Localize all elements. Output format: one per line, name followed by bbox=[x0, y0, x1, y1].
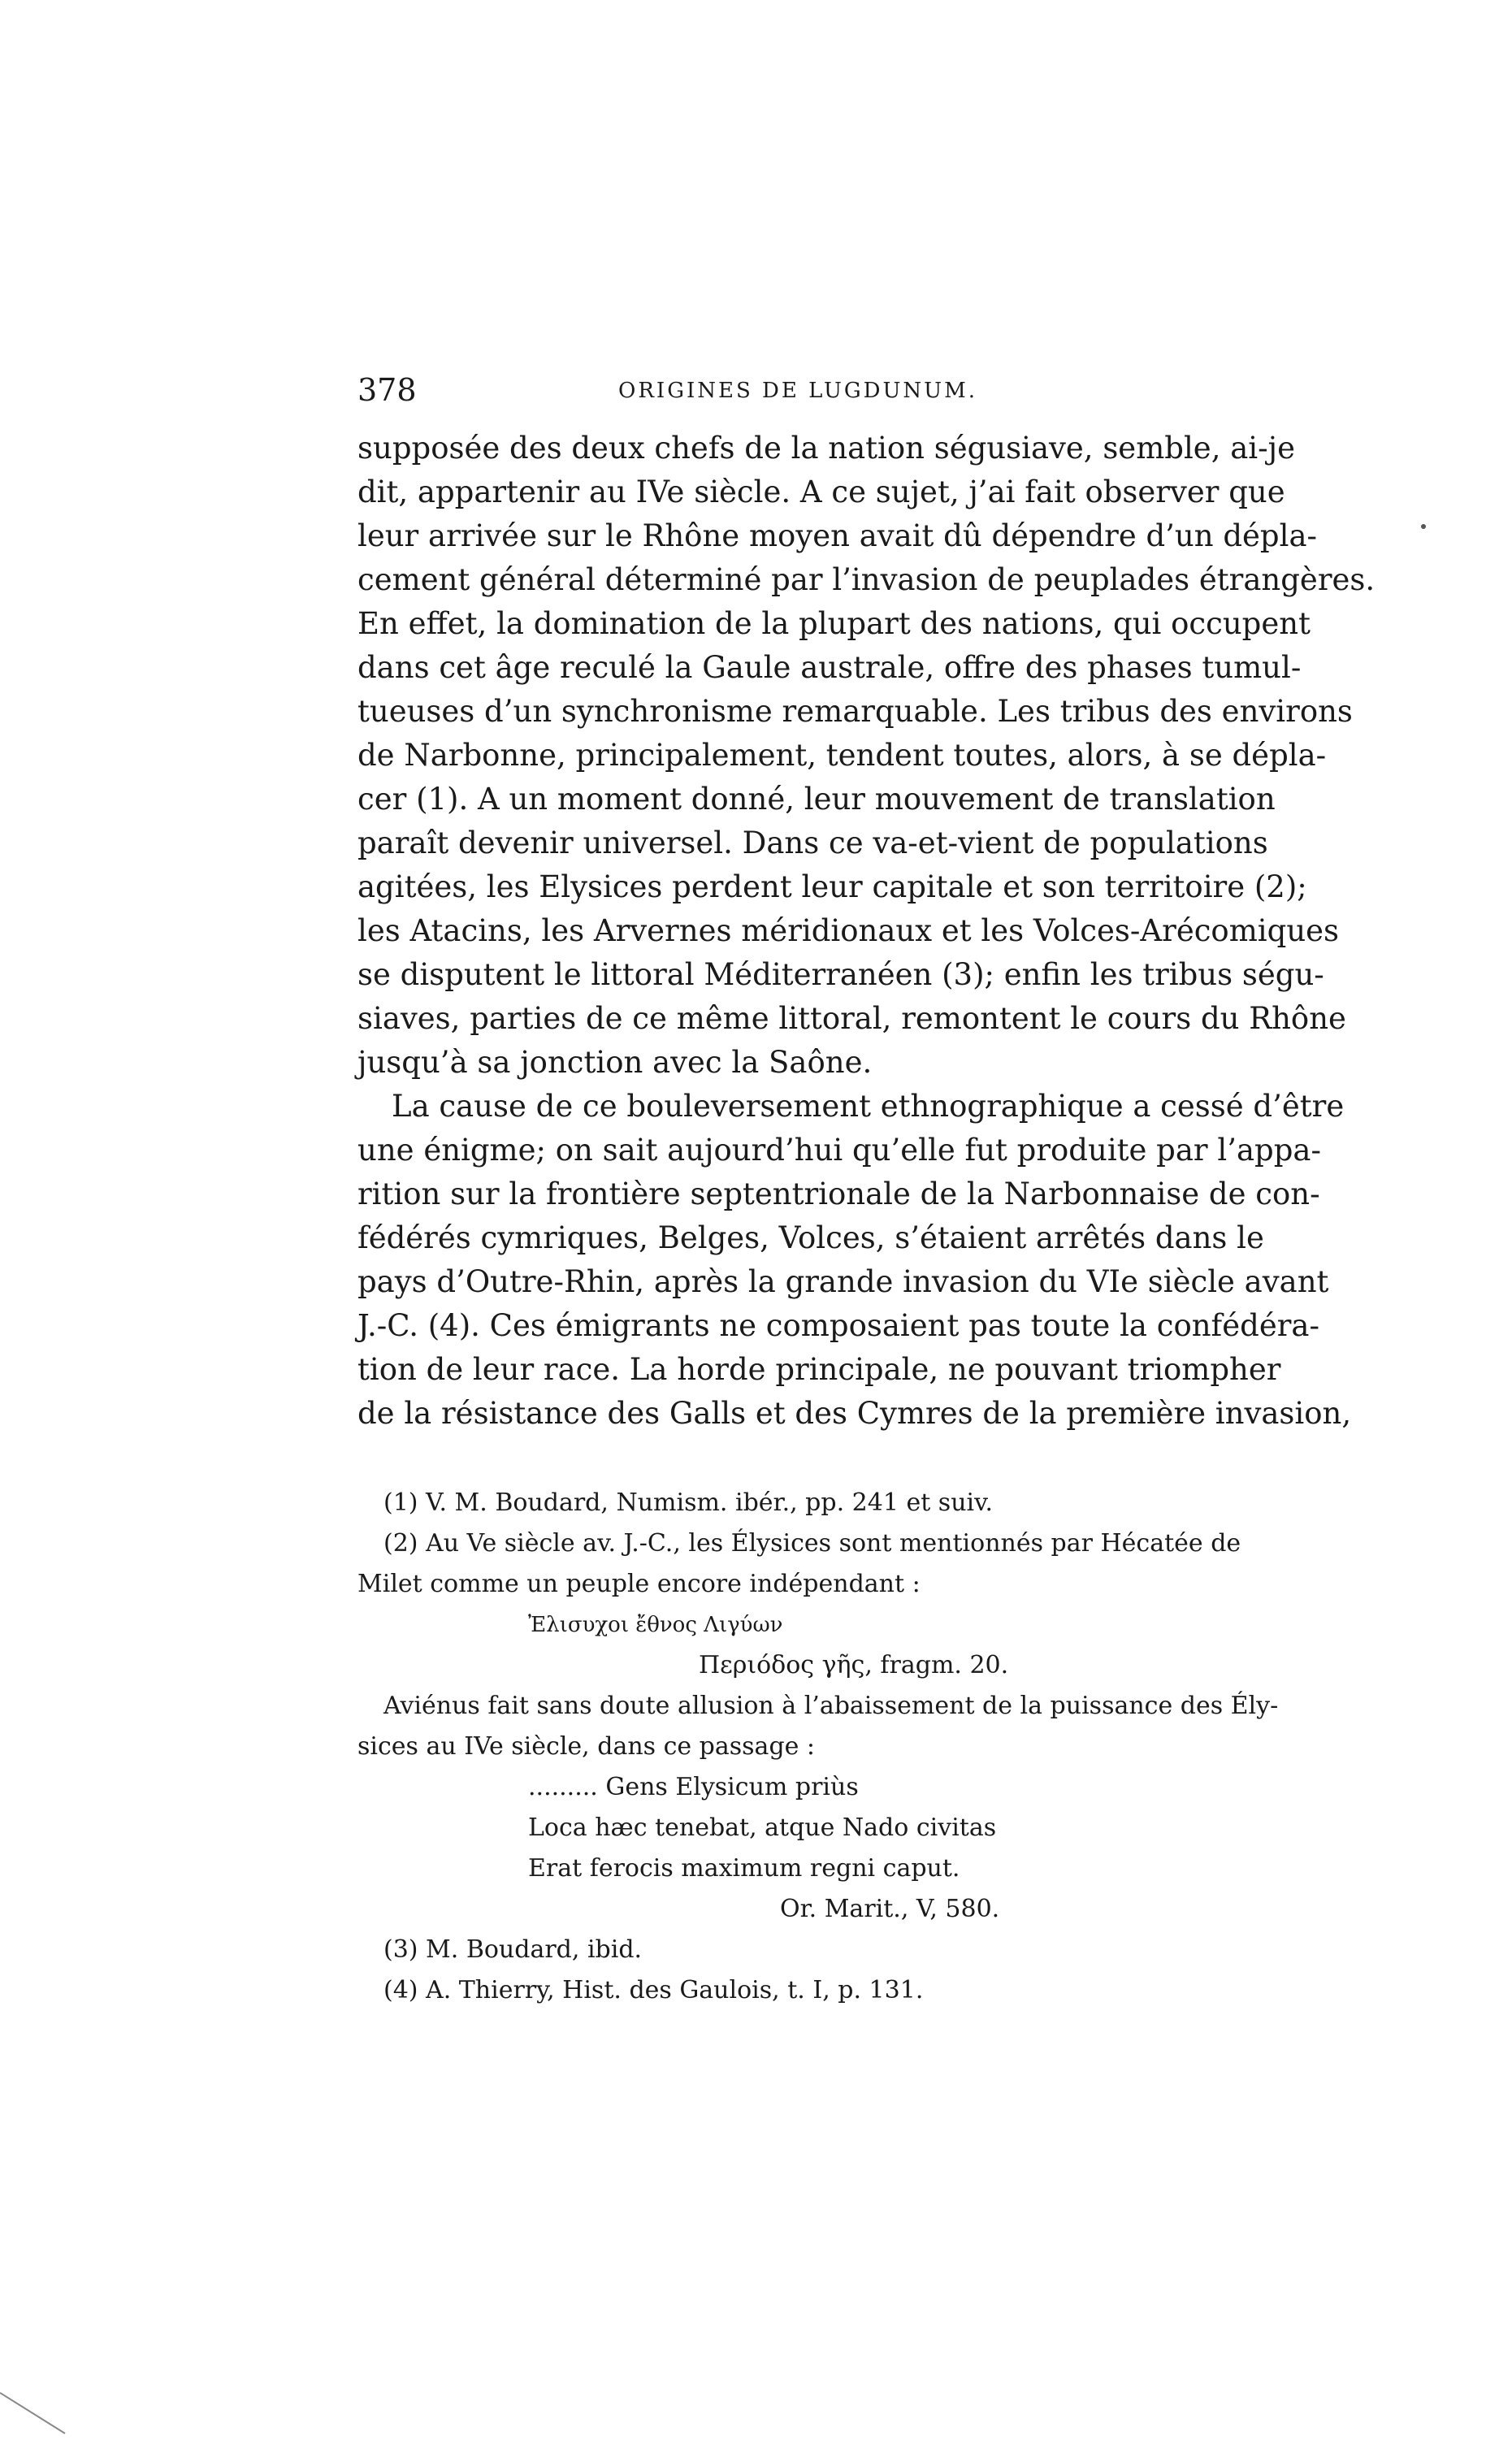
footnote-2: (2) Au Ve siècle av. J.-C., les Élysices sont mentionnés par Hécatée de bbox=[383, 1529, 1241, 1558]
page-number: 378 bbox=[357, 372, 417, 408]
page-header bbox=[357, 372, 1238, 418]
text-line: paraît devenir universel. Dans ce va-et-vient de populations bbox=[357, 826, 1268, 860]
text-line: se disputent le littoral Méditerranéen (3); enfin les tribus ségu- bbox=[357, 957, 1324, 992]
footnote-2-cont: sices au IVe siècle, dans ce passage : bbox=[357, 1732, 816, 1761]
text-line: tueuses d’un synchronisme remarquable. Les tribus des environs bbox=[357, 694, 1353, 729]
text-line: siaves, parties de ce même littoral, remontent le cours du Rhône bbox=[357, 1001, 1346, 1036]
text-line: tion de leur race. La horde principale, ne pouvant triompher bbox=[357, 1352, 1281, 1387]
text-line: supposée des deux chefs de la nation ségusiave, semble, ai-je bbox=[357, 431, 1295, 466]
text-line: pays d’Outre-Rhin, après la grande invasion du VIe siècle avant bbox=[357, 1264, 1329, 1299]
text-line: J.-C. (4). Ces émigrants ne composaient pas toute la confédéra- bbox=[357, 1308, 1319, 1343]
text-line: les Atacins, les Arvernes méridionaux et les Volces-Arécomiques bbox=[357, 913, 1340, 948]
text-line: dit, appartenir au IVe siècle. A ce sujet, j’ai fait observer que bbox=[357, 474, 1285, 509]
text-line: cement général déterminé par l’invasion de peuplades étrangères. bbox=[357, 562, 1376, 597]
text-line: de Narbonne, principalement, tendent toutes, alors, à se dépla- bbox=[357, 738, 1327, 773]
footnote-4: (4) A. Thierry, Hist. des Gaulois, t. I, p. 131. bbox=[383, 1976, 924, 2004]
greek-source: Περιόδος γῆς, fragm. 20. bbox=[699, 1651, 1009, 1679]
text-line: cer (1). A un moment donné, leur mouvement de translation bbox=[357, 782, 1276, 817]
footnote-3: (3) M. Boudard, ibid. bbox=[383, 1935, 643, 1964]
verse-line: ......... Gens Elysicum priùs bbox=[528, 1773, 859, 1801]
text-line: jusqu’à sa jonction avec la Saône. bbox=[357, 1045, 873, 1080]
text-line: de la résistance des Galls et des Cymres de la première invasion, bbox=[357, 1396, 1352, 1431]
running-head: ORIGINES DE LUGDUNUM. bbox=[618, 379, 977, 403]
text-line: La cause de ce bouleversement ethnographique a cessé d’être bbox=[392, 1089, 1345, 1124]
greek-quote: Ἐλισυχοι ἔθνος Λιγύων bbox=[528, 1613, 783, 1637]
footnote-2-cont: Aviénus fait sans doute allusion à l’abaissement de la puissance des Ély- bbox=[383, 1692, 1279, 1720]
scan-dust bbox=[1421, 524, 1426, 529]
text-line: En effet, la domination de la plupart des nations, qui occupent bbox=[357, 606, 1311, 641]
text-line: dans cet âge reculé la Gaule australe, offre des phases tumul- bbox=[357, 650, 1302, 685]
text-line: agitées, les Elysices perdent leur capitale et son territoire (2); bbox=[357, 869, 1307, 904]
main-text bbox=[357, 427, 1376, 1436]
scan-edge-line bbox=[0, 2393, 65, 2433]
text-line: fédérés cymriques, Belges, Volces, s’étaient arrêtés dans le bbox=[357, 1220, 1264, 1255]
text-line: leur arrivée sur le Rhône moyen avait dû dépendre d’un dépla- bbox=[357, 518, 1318, 553]
verse-line: Loca hæc tenebat, atque Nado civitas bbox=[528, 1814, 997, 1842]
footnote-1: (1) V. M. Boudard, Numism. ibér., pp. 241 et suiv. bbox=[383, 1488, 994, 1517]
verse-line: Erat ferocis maximum regni caput. bbox=[528, 1854, 960, 1883]
text-line: rition sur la frontière septentrionale de la Narbonnaise de con- bbox=[357, 1176, 1320, 1211]
footnotes bbox=[357, 1483, 1279, 2011]
verse-reference: Or. Marit., V, 580. bbox=[780, 1895, 1000, 1923]
text-line: une énigme; on sait aujourd’hui qu’elle fut produite par l’appa- bbox=[357, 1133, 1321, 1168]
footnote-2-cont: Milet comme un peuple encore indépendant : bbox=[357, 1570, 921, 1598]
